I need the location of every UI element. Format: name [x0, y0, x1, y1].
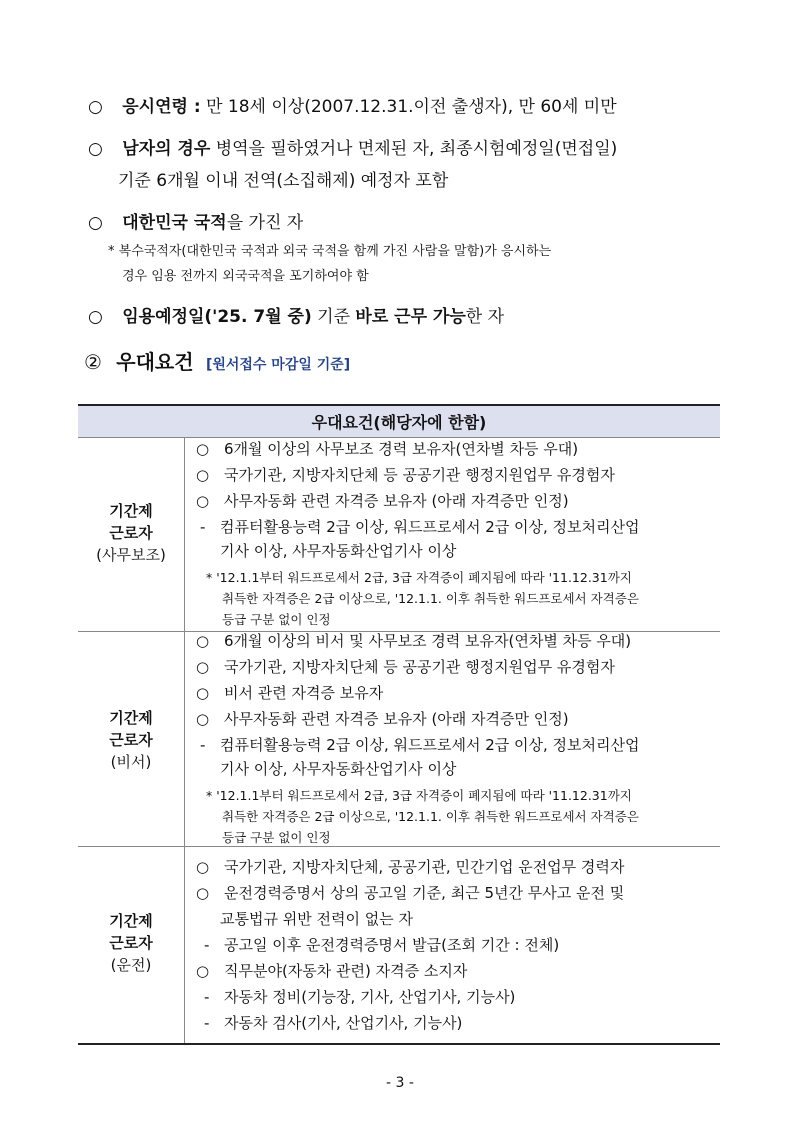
- row-label-line: 기간제: [109, 709, 153, 727]
- row-label-line: 근로자: [109, 524, 153, 542]
- heading-number: ②: [84, 350, 102, 374]
- list-item: 기사 이상, 사무자동화산업기사 이상: [220, 542, 457, 560]
- table-header: 우대요건(해당자에 한함): [78, 406, 720, 438]
- preference-heading: [84, 346, 350, 375]
- row-label-line: 근로자: [109, 731, 153, 749]
- military-requirement-cont: [118, 166, 448, 191]
- age-requirement: [88, 92, 617, 117]
- list-item: ○ 6개월 이상의 사무보조 경력 보유자(연차별 차등 우대): [196, 440, 579, 458]
- row-label-sub: (운전): [110, 956, 152, 974]
- military-requirement: [88, 134, 617, 159]
- note-line: 취득한 자격증은 2급 이상으로, '12.1.1. 이후 취득한 워드프로세서 자격증은: [222, 809, 639, 824]
- list-item: ○ 비서 관련 자격증 보유자: [196, 684, 384, 702]
- list-item: - 공고일 이후 운전경력증명서 발급(조회 기간 : 전체): [204, 936, 560, 954]
- row-label-line: 기간제: [109, 502, 153, 520]
- note-line: 등급 구분 없이 인정: [222, 612, 331, 627]
- bullet-circle: ○: [88, 213, 103, 233]
- list-item: 교통법규 위반 전력이 없는 자: [220, 910, 413, 928]
- age-text: 만 18세 이상(2007.12.31.이전 출생자), 만 60세 미만: [206, 97, 617, 117]
- start-label: 임용예정일('25. 7월 중): [122, 307, 312, 327]
- bullet-circle: ○: [88, 307, 103, 327]
- military-text-2: 기준 6개월 이내 전역(소집해제) 예정자 포함: [118, 171, 449, 191]
- note-line: * '12.1.1부터 워드프로세서 2급, 3급 자격증이 폐지됨에 따라 '11.12.31까지: [206, 788, 632, 803]
- table-column-divider: [184, 437, 185, 1043]
- list-item: ○ 6개월 이상의 비서 및 사무보조 경력 보유자(연차별 차등 우대): [196, 632, 632, 650]
- page-number: - 3 -: [386, 1075, 414, 1091]
- age-label: 응시연령 :: [122, 97, 201, 117]
- nationality-text: 을 가진 자: [226, 213, 304, 233]
- row-label-secretary: [78, 707, 184, 773]
- list-item: ○ 국가기관, 지방자치단체 등 공공기관 행정지원업무 유경험자: [196, 658, 615, 676]
- list-item: 기사 이상, 사무자동화산업기사 이상: [220, 760, 457, 778]
- table-bottom-border: [78, 1043, 720, 1045]
- heading-title: 우대요건: [116, 350, 194, 374]
- row-divider-2: [78, 846, 720, 847]
- list-item: - 자동차 정비(기능장, 기사, 산업기사, 기능사): [204, 988, 516, 1006]
- list-item: ○ 운전경력증명서 상의 공고일 기준, 최근 5년간 무사고 운전 및: [196, 884, 625, 902]
- row-label-sub: (비서): [110, 753, 152, 771]
- heading-subtitle: [원서접수 마감일 기준]: [205, 357, 351, 373]
- nationality-note-1: * 복수국적자(대한민국 국적과 외국 국적을 함께 가진 사람을 말함)가 응시하는: [108, 244, 552, 259]
- start-date-requirement: [88, 302, 504, 327]
- row-label-line: 기간제: [109, 912, 153, 930]
- military-label: 남자의 경우: [122, 139, 211, 159]
- list-item: - 컴퓨터활용능력 2급 이상, 워드프로세서 2급 이상, 정보처리산업: [200, 736, 640, 754]
- bullet-circle: ○: [88, 97, 103, 117]
- bullet-circle: ○: [88, 139, 103, 159]
- list-item: ○ 국가기관, 지방자치단체, 공공기관, 민간기업 운전업무 경력자: [196, 858, 625, 876]
- row-label-driver: [78, 910, 184, 976]
- list-item: - 컴퓨터활용능력 2급 이상, 워드프로세서 2급 이상, 정보처리산업: [200, 518, 640, 536]
- nationality-note-2: 경우 임용 전까지 외국국적을 포기하여야 함: [122, 269, 369, 284]
- list-item: - 자동차 검사(기사, 산업기사, 기능사): [204, 1014, 463, 1032]
- start-text-2: 한 자: [465, 307, 505, 327]
- note-line: * '12.1.1부터 워드프로세서 2급, 3급 자격증이 폐지됨에 따라 '11.12.31까지: [206, 570, 632, 585]
- military-text-1: 병역을 필하였거나 면제된 자, 최종시험예정일(면접일): [215, 139, 618, 159]
- row-label-line: 근로자: [109, 934, 153, 952]
- nationality-label: 대한민국 국적: [122, 213, 227, 233]
- row-label-office-assistant: [78, 500, 184, 566]
- note-line: 등급 구분 없이 인정: [222, 830, 331, 845]
- nationality-requirement: [88, 208, 303, 233]
- note-line: 취득한 자격증은 2급 이상으로, '12.1.1. 이후 취득한 워드프로세서 자격증은: [222, 591, 639, 606]
- row-label-sub: (사무보조): [96, 546, 166, 564]
- start-bold: 바로 근무 가능: [355, 307, 466, 327]
- list-item: ○ 국가기관, 지방자치단체 등 공공기관 행정지원업무 유경험자: [196, 466, 615, 484]
- start-text: 기준: [317, 307, 350, 327]
- list-item: ○ 사무자동화 관련 자격증 보유자 (아래 자격증만 인정): [196, 710, 569, 728]
- list-item: ○ 사무자동화 관련 자격증 보유자 (아래 자격증만 인정): [196, 492, 569, 510]
- list-item: ○ 직무분야(자동차 관련) 자격증 소지자: [196, 962, 468, 980]
